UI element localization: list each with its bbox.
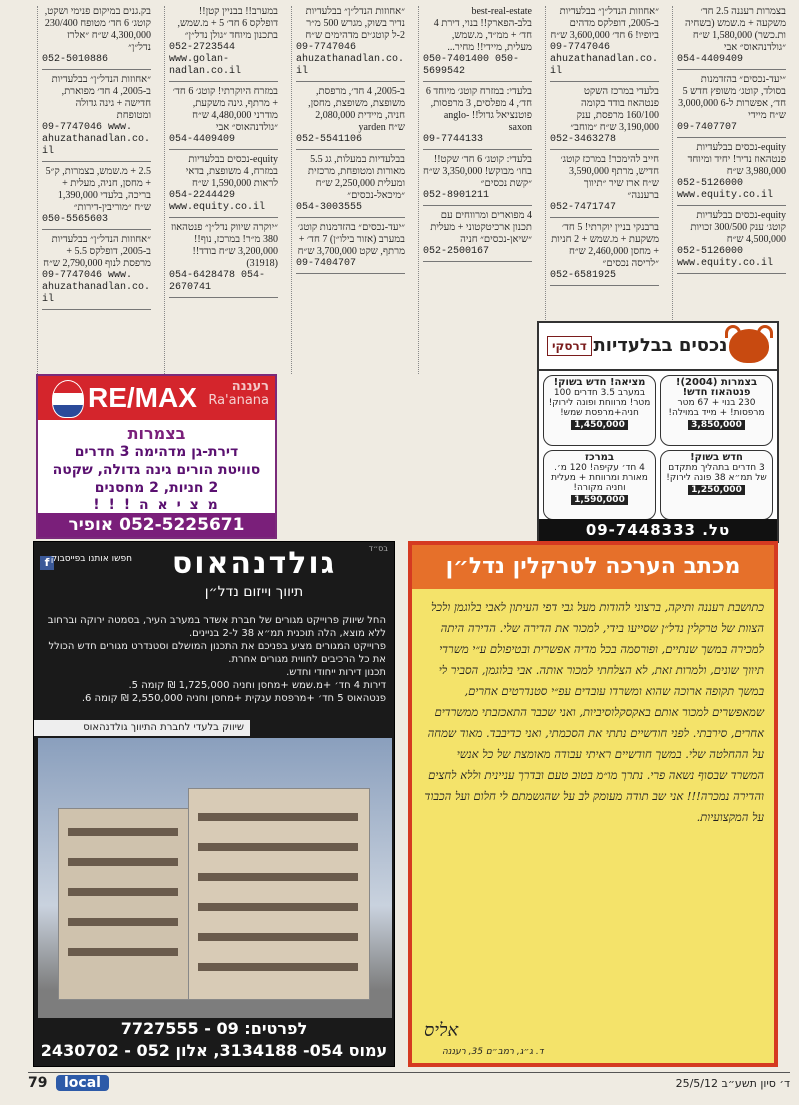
nechasim-ad [537,321,779,543]
nechasim-phone: טל. 09-7448333 [539,519,777,541]
classified-ad: במזרח היוקרתי! קוטג׳ 6 חד׳ + מרתף, גינה משקעת, מודרני 4,480,000 ש״ח ״גולדנהאוס״ אבי 054-4409409 [169,86,278,150]
page-footer [28,1072,790,1099]
classified-ad: ברבנקי בניין יוקרתי! 5 חד׳ משקעת + מ.שמש + 2 חניות + מחסן 2,460,000 ש״ח ״לריסה נכסים״ 052-6581925 [550,222,659,286]
local-logo: local [56,1075,109,1091]
draski-logo: דרסקי [547,336,592,356]
goldenhaus-description: החל שיווק פרוייקט מגורים של חברת אשדר במערב העיר, בסמטה ירוקה וברחוב ללא מוצא, הלה תוכנית תמ״א 38 ל-2 בניינים. פרוייקט המגורים מציע בפניכם את התכנון המושלם וסטנדרט מגורים חדש הכולל את כל הרכיבים לחווית מגורים אחרת. תכנון דירות ייחודי וחדש. דירות 4 חד׳ +מ.שמש +מחסן וחניה 1,725,000 ₪ קומה 5. פנטהאוס 5 חד׳ +מרפסת ענקית +מחסן וחניה 2,550,000 ₪ קומה 6. [47,615,386,704]
classified-ad: ״יעד-נכסים״ בהזדמנות בסולד, קוטג׳ משופץ חדש 5 חד׳, אפשרות ל-6 3,000,000 ש״ח מיידי 09-7407707 [677,74,786,138]
listing-cell: בצמרות (2004)! פנטהאוז חדש! 230 בנוי + 67 מטר מרפסות! + מייד במוילה! 3,850,000 [660,375,773,446]
remax-logo: RE/MAX [88,382,197,413]
goldenhaus-brand: גולדנהאוס [171,546,337,581]
classified-ad: equity-נכסים בבלעדיות במזרח, 4 משופצת, בדאי לראות 1,590,000 ש״ח 054-2244429 www.equity.co.il [169,154,278,218]
letter-body: כתושבת רעננה ותיקה, ברצוני להודות מעל גבי דפי העיתון לאבי בלוגמן ולכל הצוות של טרקלין נדל״ן שסייעו בידי, למכור את הדירה שלי. הדירה היתה למכירה במשך שנתיים, ופורסמה בכל מדיה אפשרית ובטיפולם ע״י משרדי תיווך שונים, ולמרות זאת, לא הצלחתי למכור אותה. אבי בלוגמן, הסביר לי במשך תקופה ארוכה שהוא ומשרדו עובדים עפ״י סטנדרטים אחרים, שמאפשרים למכור אותם באקסקלוסיביות, ואני שכבר התאכזבתי ממשרדים אחרים, סירבתי. לפני חודשיים נתתי את הסכמתי, ואני כדיבבד. מאוד שמחה על ההחלטה שלי. במשך חודשיים ראיתי עבודה מאומצת של כל אנשי המשרד שבסוף נשאה פרי. נתרך מו״מ בטוב טעם ובדרך עניינית וללא לחצים והדירה נמכרה!!! אני שב תודה מעומק לב על שהגשמתם לי חלום ועל הכבוד על המקצועיות. [424,600,764,824]
nechasim-listings [543,375,773,520]
classified-ad: ״יוקרה שיווק נדל״ן״ פנטהאוז 380 מ״ר! במרכז, נוף!! 3,200,000 ש״ח בודד!! (31918) 054-6428478 054-2670741 [169,222,278,298]
classified-ad: ״אחוזות הנדל״ן״ בבלעדיות ב-2005, דופלקס מדהים ביופיו! 6 חד׳ 3,600,000 ש״ח 09-7747046 ahuzathanadlan.co.il [550,6,659,82]
raanana-label: רעננה Ra'anana [208,379,269,408]
bull-logo-icon [729,329,769,363]
issue-date: ד׳ סיון תשע״ב 25/5/12 [675,1077,790,1090]
listing-cell: חדש בשוק! 3 חדרים בתהליך מתקדם של תמ״א 38 פונה לירוק! 1,250,000 [660,450,773,521]
classified-ad: ״אחוזות הנדל״ן״ בבלעדיות ב-2005, דופלקס 5.5 + מרפסת לנוף 2,790,000 ש״ח 09-7747046 www. ahuzathanadlan.co.il [42,234,151,310]
signature: אליס [424,1020,459,1041]
classified-ad: ״אחוזות הנדל״ן״ בבלעדיות ב-2005, 4 חד׳ מפוארת, חדישה + גינה גדולה ומטופחת 09-7747046 www. ahuzathanadlan.co.il [42,74,151,162]
balloon-icon [52,380,84,418]
classified-ad: 4 מפוארים ומרווחים עם תכנון ארכיטקטוני + מעלית ״שיאן-נכסים״ חניה 052-2500167 [423,210,532,262]
classified-ad: 2.5 + מ.שמש, בצמרות, ק״5 + מחסן, חניה, מעלית + בריכה, בלעדי 1,390,000 ש״ח ״מוריבין-דירות״ 050-5565603 [42,166,151,230]
facebook-icon: f [40,556,54,570]
page-number: 79 [28,1075,48,1091]
listing-cell: במרכז 4 חד׳ עקיפה! 120 מ׳. מאורת ומרווחת + מעלית וחניה מקורה! 1,590,000 [543,450,656,521]
remax-body [38,420,275,517]
goldenhaus-tagline: שיווק בלעדי לחברת התיווך גולדנהאוס [34,720,250,736]
column-2 [545,6,663,374]
remax-contact: 052-5225671 אופיר [38,513,275,537]
remax-bargain: מ צ י א ה ! ! ! [93,497,220,513]
column-1 [672,6,790,374]
remax-header [38,376,275,420]
remax-ad [36,374,277,539]
facebook-text: חפשו אותנו בפייסבוק [50,554,132,564]
classified-ad: equity-נכסים בבלעדיות פנטהאוז נדיר! יחיד ומיוחד 3,980,000 ש״ח 052-5126000 www.equity.co.il [677,142,786,206]
remax-line2: סוויטת הורים גינה גדולה, שקטה [52,462,261,478]
column-3 [418,6,536,374]
letter-heading: מכתב הערכה לטרקלין נדל״ן [412,545,774,589]
classified-ad: ״יעד-נכסים״ בהזדמנות קוטג׳ במערב (אזור בילו״ן) 7 חד׳ + מרתף, שקט 3,700,000 ש״ח 09-7404707 [296,222,405,274]
remax-line1: דירת-גן מדהימה 3 חדרים [74,444,239,460]
classified-ad: בצמרות רעננה 2.5 חד׳ משקעה + מ.שמש (בשחיה ות.כשר) 1,580,000 ש״ח ״גולדנהאוס״ אבי 054-4409409 [677,6,786,70]
appreciation-letter [408,541,778,1067]
remax-line3: 2 חניות, 2 מחסנים [94,480,219,496]
goldenhaus-ad [33,541,395,1067]
column-6 [37,6,155,374]
listing-cell: מציאה! חדש בשוק! במערב 3.5 חדרים 100 מטר! מרווחת ופונה לירוק! חניה+מרפסת שמש! 1,450,000 [543,375,656,446]
letter-address: ד. ג״ג, רמב״ם 35, רעננה [442,1047,544,1057]
classified-ad: בבלעדיות במעלות, גג 5.5 מאורות ומטופחת, מרכזית ומעלית 2,250,000 ש״ח ״מיכאל-נכסים״ 054-3003555 [296,154,405,218]
nechasim-title: נכסים בבלעדיות [593,335,728,356]
classified-ad: בק.גנים במיקום פנימי ושקט, קוטג׳ 6 חד׳ מטופח 230/400 4,300,000 ש״ח ״אלרז נדל״ן״ 052-5010886 [42,6,151,70]
remax-city: בצמרות [127,424,186,443]
goldenhaus-subtitle: תיווך וייזום נדל״ן [204,584,304,600]
building-photo [38,738,392,1018]
bsd-label: בס״ד [368,544,388,553]
classified-ad: בלעדי במרכז השקט פנטהאוז בודד בקומה 160/100 מרפסת, ענק 3,190,000 ש״ח ״מוחב״ 052-3463278 [550,86,659,150]
classified-ad: ב-2005, 4 חד׳, מרפסת, משופצת, משופצת, מחסן, חניה, מיידית 2,080,000 ש״ח yarden 052-5541106 [296,86,405,150]
nechasim-header [539,323,777,371]
classified-ad: best-real-estate בלב-הפארק!! בנוי, דירת 4 חד׳ + ממ״ד, מ.שמש, מעלית, מיידי!! מחיר... 050-7401400 050-5699542 [423,6,532,82]
column-4 [291,6,409,374]
goldenhaus-contact: לפרטים: 09 - 7727555 עמוס 054- 3134188, אלון 052 - 2430702 [34,1018,394,1066]
classified-ad: חייב להימכר! במרכז קוטג׳ חדיש, מרתף 3,590,000 ש״ח ארז שיר ״תיווך ברעננה״ 052-7471747 [550,154,659,218]
classified-ad: ״אחוזות הנדל״ן״ בבלעדיות נדיר בשוק, מגרש 500 מ״ר 2-ל קוטג׳ים מדהימים ש״ח 09-7747046 ahuzathanadlan.co.il [296,6,405,82]
classified-ad: equity-נכסים בבלעדיות קוטג׳ ענק 300/500 זכויות 4,500,000 ש״ח 052-5126000 www.equity.co.il [677,210,786,274]
classified-ad: במערב!! בבניין קטן!! דופלקס 6 חד׳ 5 + מ.שמש, בתכנון מיוחד ״גולן נדל״ן״ 052-2723544 www.golan-nadlan.co.il [169,6,278,82]
column-5 [164,6,282,374]
classified-ad: בלעדי: במזרח קוטג׳ מיוחד 6 חד׳, 4 מפלסים, 3 מרפסות, פוטנציאל גדול!! anglo-saxon 09-7744133 [423,86,532,150]
classifieds-section [28,6,790,374]
classified-ad: בלעדי: קוטג׳ 6 חד׳ שקט!! בחו׳ מבוקש! 3,350,000 ש״ח ״קשת נכסים״ 052-8901211 [423,154,532,206]
